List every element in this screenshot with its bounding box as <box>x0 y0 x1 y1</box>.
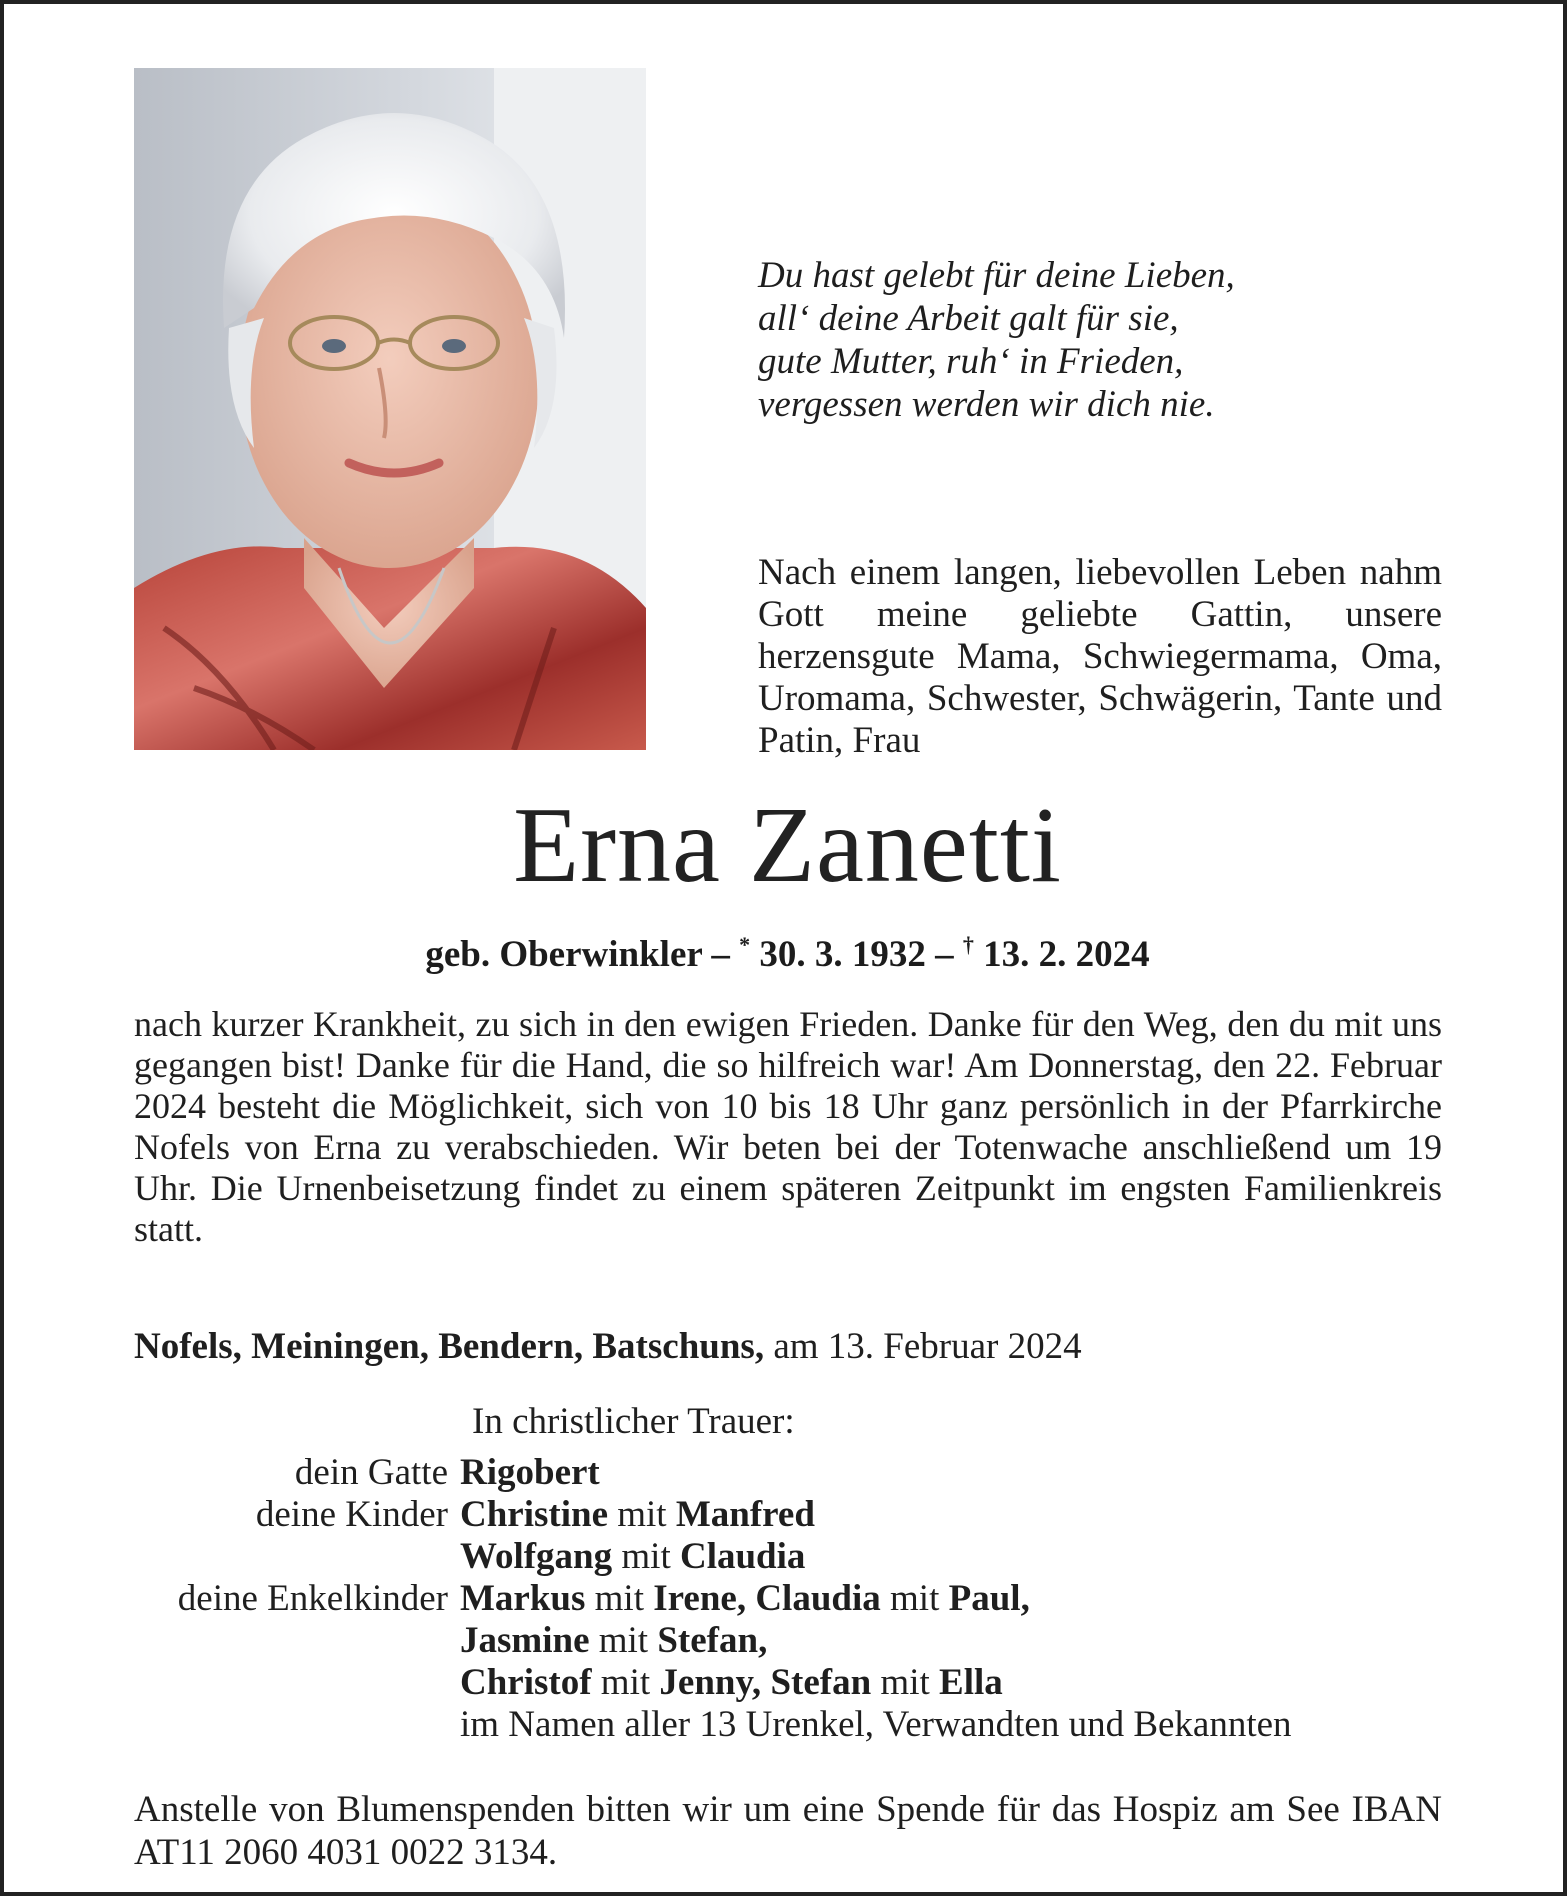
birth-death-line <box>4 922 1567 978</box>
connector-word: mit <box>890 1578 940 1619</box>
mourner-name: Paul, <box>948 1578 1030 1619</box>
closing-line: im Namen aller 13 Urenkel, Verwandten und Bekannten <box>460 1704 1292 1745</box>
death-date: 13. 2. 2024 <box>983 934 1150 975</box>
mourner-row <box>134 1704 1464 1746</box>
mourner-row <box>134 1494 1464 1536</box>
mourner-name: Irene, <box>653 1578 747 1619</box>
maiden-name: geb. Oberwinkler – <box>425 934 730 975</box>
poem-line: vergessen werden wir dich nie. <box>758 384 1215 425</box>
mourner-name: Stefan, <box>657 1620 768 1661</box>
mourner-name: Ella <box>939 1662 1003 1703</box>
connector-word: mit <box>621 1536 671 1577</box>
mourner-name: Christine <box>460 1494 608 1535</box>
place-and-date <box>134 1324 1454 1370</box>
relation-label: deine Kinder <box>255 1494 448 1535</box>
connector-word: mit <box>598 1620 649 1661</box>
connector-word: mit <box>600 1662 651 1703</box>
places: Nofels, Meiningen, Bendern, Batschuns, <box>134 1326 765 1367</box>
notice-date: am 13. Februar 2024 <box>773 1326 1082 1367</box>
mourner-name: Jenny, <box>659 1662 762 1703</box>
mourner-name: Claudia <box>679 1536 806 1577</box>
birth-date: 30. 3. 1932 – <box>759 934 954 975</box>
portrait-image <box>134 68 646 750</box>
mourning-heading: In christlicher Trauer: <box>472 1401 795 1442</box>
mourner-row <box>134 1536 1464 1578</box>
mourners-list <box>134 1452 1464 1746</box>
born-symbol: * <box>739 932 751 957</box>
mourner-row <box>134 1620 1464 1662</box>
connector-word: mit <box>880 1662 930 1703</box>
deceased-name: Erna Zanetti <box>513 786 1062 905</box>
connector-word: mit <box>617 1494 667 1535</box>
died-symbol: † <box>962 932 974 957</box>
connector-word: mit <box>594 1578 644 1619</box>
mourner-row <box>134 1662 1464 1704</box>
donation-note: Anstelle von Blumenspenden bitten wir um eine Spende für das Hospiz am See IBAN AT11 2060 4031 0022 3134. <box>134 1789 1442 1873</box>
mourner-name: Rigobert <box>460 1452 600 1493</box>
mourner-name: Jasmine <box>460 1620 590 1661</box>
mourner-name: Stefan <box>770 1662 872 1703</box>
mourner-name: Claudia <box>755 1578 881 1619</box>
intro-paragraph: Nach einem langen, liebevollen Leben nahm Gott meine geliebte Gattin, unsere herzensgute Mama, Schwiegermama, Oma, Uromama, Schwester, Schwägerin, Tante und Patin, Frau <box>758 552 1442 761</box>
portrait-photo <box>134 68 646 750</box>
relation-label: deine Enkelkinder <box>177 1578 448 1619</box>
mourner-name: Christof <box>460 1662 592 1703</box>
mourner-name: Manfred <box>675 1494 815 1535</box>
memorial-poem <box>758 254 1478 426</box>
mourner-name: Markus <box>460 1578 586 1619</box>
poem-line: all‘ deine Arbeit galt für sie, <box>758 298 1179 339</box>
mourner-row <box>134 1452 1464 1494</box>
poem-line: Du hast gelebt für deine Lieben, <box>758 255 1235 296</box>
announcement-text: nach kurzer Krankheit, zu sich in den ewigen Frieden. Danke für den Weg, den du mit uns gegangen bist! Danke für die Hand, die so hilfreich war! Am Donnerstag, den 22. Februar 2024 besteht die Möglichkeit, sich von 10 bis 18 Uhr ganz persönlich in der Pfarrkirche Nofels von Erna zu verabschieden. Wir beten bei der Totenwache anschließend um 19 Uhr. Die Urnenbeisetzung findet zu einem späteren Zeitpunkt im engsten Familienkreis statt. <box>134 1004 1442 1249</box>
mourner-name: Wolfgang <box>460 1536 613 1577</box>
poem-line: gute Mutter, ruh‘ in Frieden, <box>758 341 1184 382</box>
relation-label: dein Gatte <box>294 1452 448 1493</box>
mourner-row <box>134 1578 1464 1620</box>
